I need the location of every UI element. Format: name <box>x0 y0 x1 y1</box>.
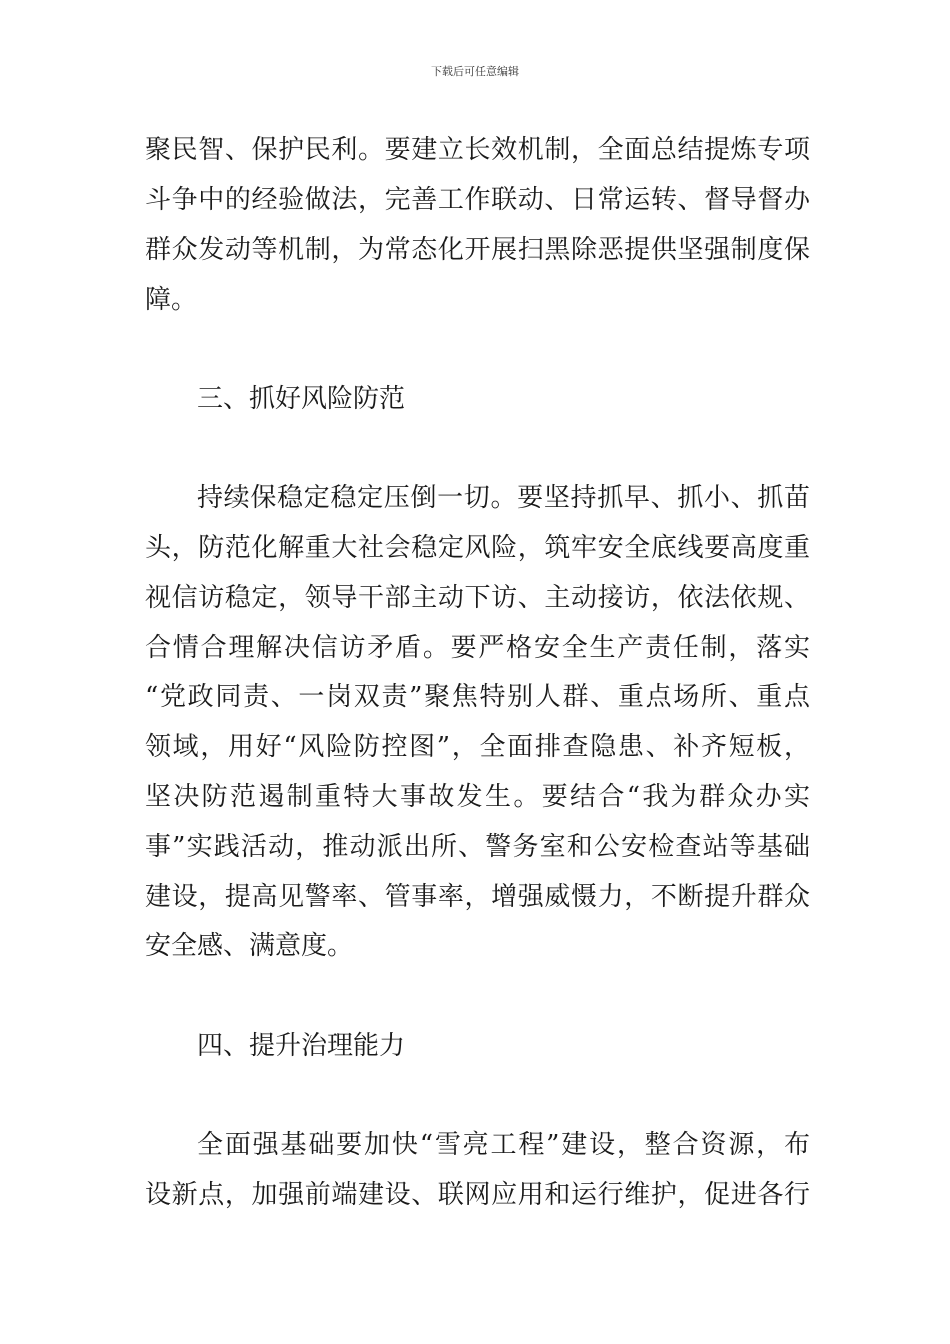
body-text-line: 设新点，加强前端建设、联网应用和运行维护，促进各行 <box>145 1180 810 1210</box>
body-text-line: 领域，用好“风险防控图”，全面排查隐患、补齐短板， <box>145 732 810 762</box>
body-text-line: 持续保稳定稳定压倒一切。要坚持抓早、抓小、抓苗 <box>197 483 810 513</box>
body-text-line: 障。 <box>145 285 198 315</box>
body-text-line: 合情合理解决信访矛盾。要严格安全生产责任制，落实 <box>145 633 810 663</box>
body-text-line: 全面强基础要加快“雪亮工程”建设，整合资源，布 <box>197 1130 810 1160</box>
body-text-line: 坚决防范遏制重特大事故发生。要结合“我为群众办实 <box>145 782 810 812</box>
body-text-line: 斗争中的经验做法，完善工作联动、日常运转、督导督办 <box>145 185 810 215</box>
header-note: 下载后可任意编辑 <box>431 65 519 78</box>
body-text-line: 建设，提高见警率、管事率，增强威慑力，不断提升群众 <box>145 882 810 912</box>
body-text-line: “党政同责、一岗双责”聚焦特别人群、重点场所、重点 <box>145 682 810 712</box>
section-heading: 四、提升治理能力 <box>197 1031 406 1061</box>
body-text-line: 事”实践活动，推动派出所、警务室和公安检查站等基础 <box>145 832 810 862</box>
body-text-line: 群众发动等机制，为常态化开展扫黑除恶提供坚强制度保 <box>145 235 810 265</box>
section-heading: 三、抓好风险防范 <box>197 384 406 414</box>
body-text-line: 安全感、满意度。 <box>145 931 354 961</box>
body-text-line: 头，防范化解重大社会稳定风险，筑牢安全底线要高度重 <box>145 533 810 563</box>
body-text-line: 视信访稳定，领导干部主动下访、主动接访，依法依规、 <box>145 583 810 613</box>
body-text-line: 聚民智、保护民利。要建立长效机制，全面总结提炼专项 <box>145 135 810 165</box>
